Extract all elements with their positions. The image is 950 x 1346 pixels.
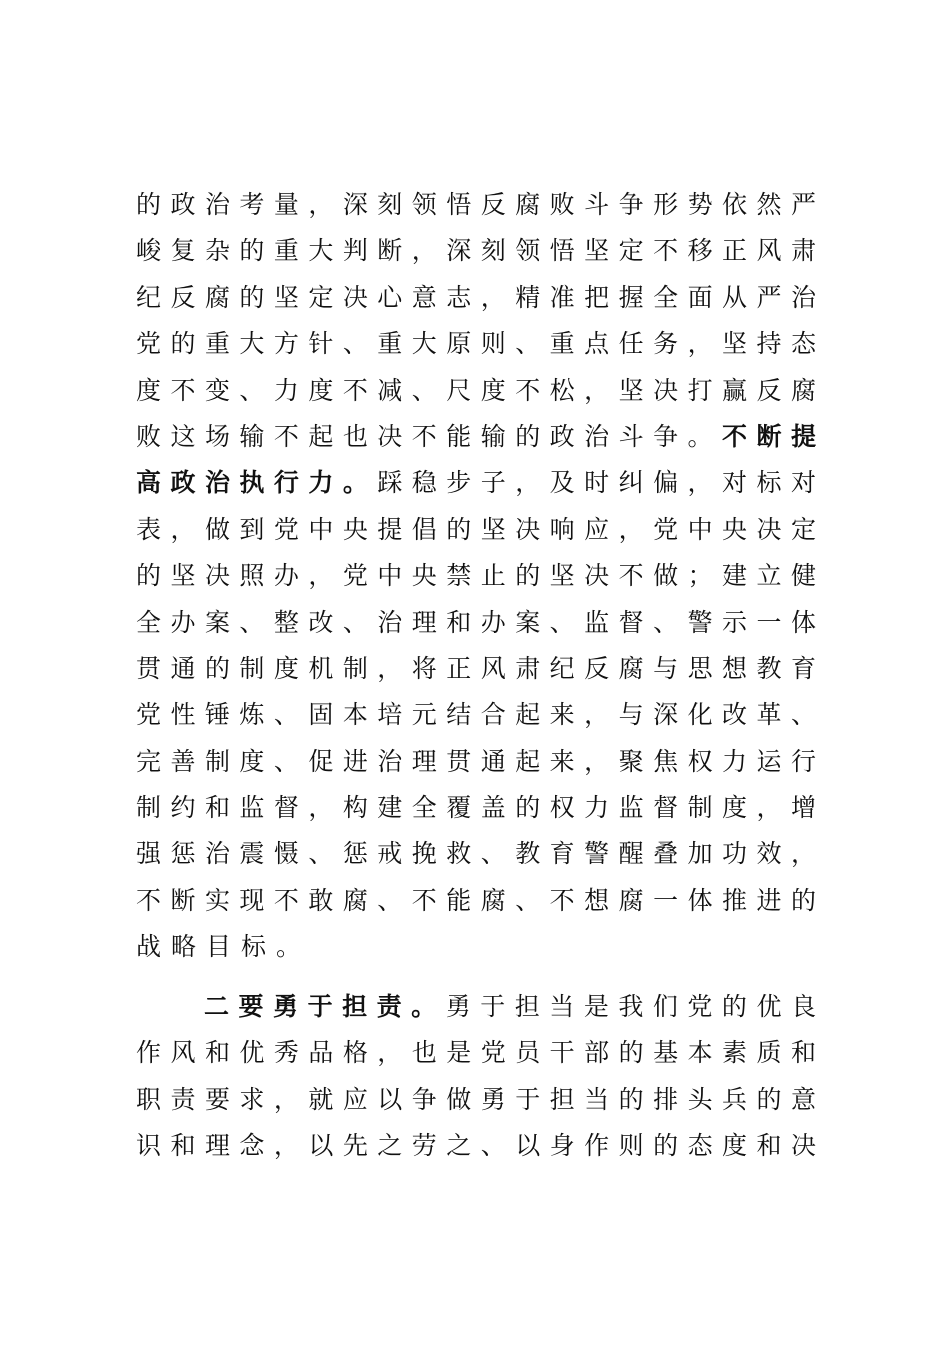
text-line-last: 战略目标。	[136, 932, 312, 962]
text-line-mixed	[136, 460, 816, 506]
text-line: 峻复杂的重大判断，深刻领悟坚定不移正风肃	[136, 236, 816, 266]
text-line: 的政治考量，深刻领悟反腐败斗争形势依然严	[136, 190, 816, 219]
text-line: 职责要求，就应以争做勇于担当的排头兵的意	[136, 1084, 816, 1114]
text-line: 党的重大方针、重大原则、重点任务，坚持态	[136, 329, 816, 359]
text-line-mixed	[136, 414, 816, 460]
text-line: 识和理念，以先之劳之、以身作则的态度和决	[136, 1131, 816, 1161]
text-run: 踩稳步子，及时纠偏，对标对	[377, 468, 816, 498]
text-line: 的坚决照办，党中央禁止的坚决不做；建立健	[136, 561, 816, 591]
text-line: 强惩治震慑、惩戒挽救、教育警醒叠加功效，	[136, 839, 816, 869]
text-line: 党性锤炼、固本培元结合起来，与深化改革、	[136, 700, 816, 730]
text-line-mixed	[136, 984, 816, 1030]
text-line: 作风和优秀品格，也是党员干部的基本素质和	[136, 1038, 816, 1068]
text-line: 完善制度、促进治理贯通起来，聚焦权力运行	[136, 746, 816, 776]
bold-heading-start: 不断提	[722, 421, 816, 451]
paragraph-take-responsibility	[136, 984, 816, 1170]
text-line: 制约和监督，构建全覆盖的权力监督制度，增	[136, 793, 816, 823]
section-heading: 二要勇于担责。	[204, 992, 446, 1021]
text-run: 勇于担当是我们党的优良	[445, 992, 816, 1021]
text-line: 不断实现不敢腐、不能腐、不想腐一体推进的	[136, 885, 816, 915]
paragraph-political-execution	[136, 182, 816, 971]
text-line: 全办案、整改、治理和办案、监督、警示一体	[136, 607, 816, 637]
text-line: 度不变、力度不减、尺度不松，坚决打赢反腐	[136, 375, 816, 405]
bold-heading-end: 高政治执行力。	[136, 468, 378, 498]
text-line: 表，做到党中央提倡的坚决响应，党中央决定	[136, 514, 816, 544]
text-run: 败这场输不起也决不能输的政治斗争。	[136, 421, 723, 451]
text-line: 贯通的制度机制，将正风肃纪反腐与思想教育	[136, 653, 816, 683]
text-line: 纪反腐的坚定决心意志，精准把握全面从严治	[136, 282, 816, 312]
